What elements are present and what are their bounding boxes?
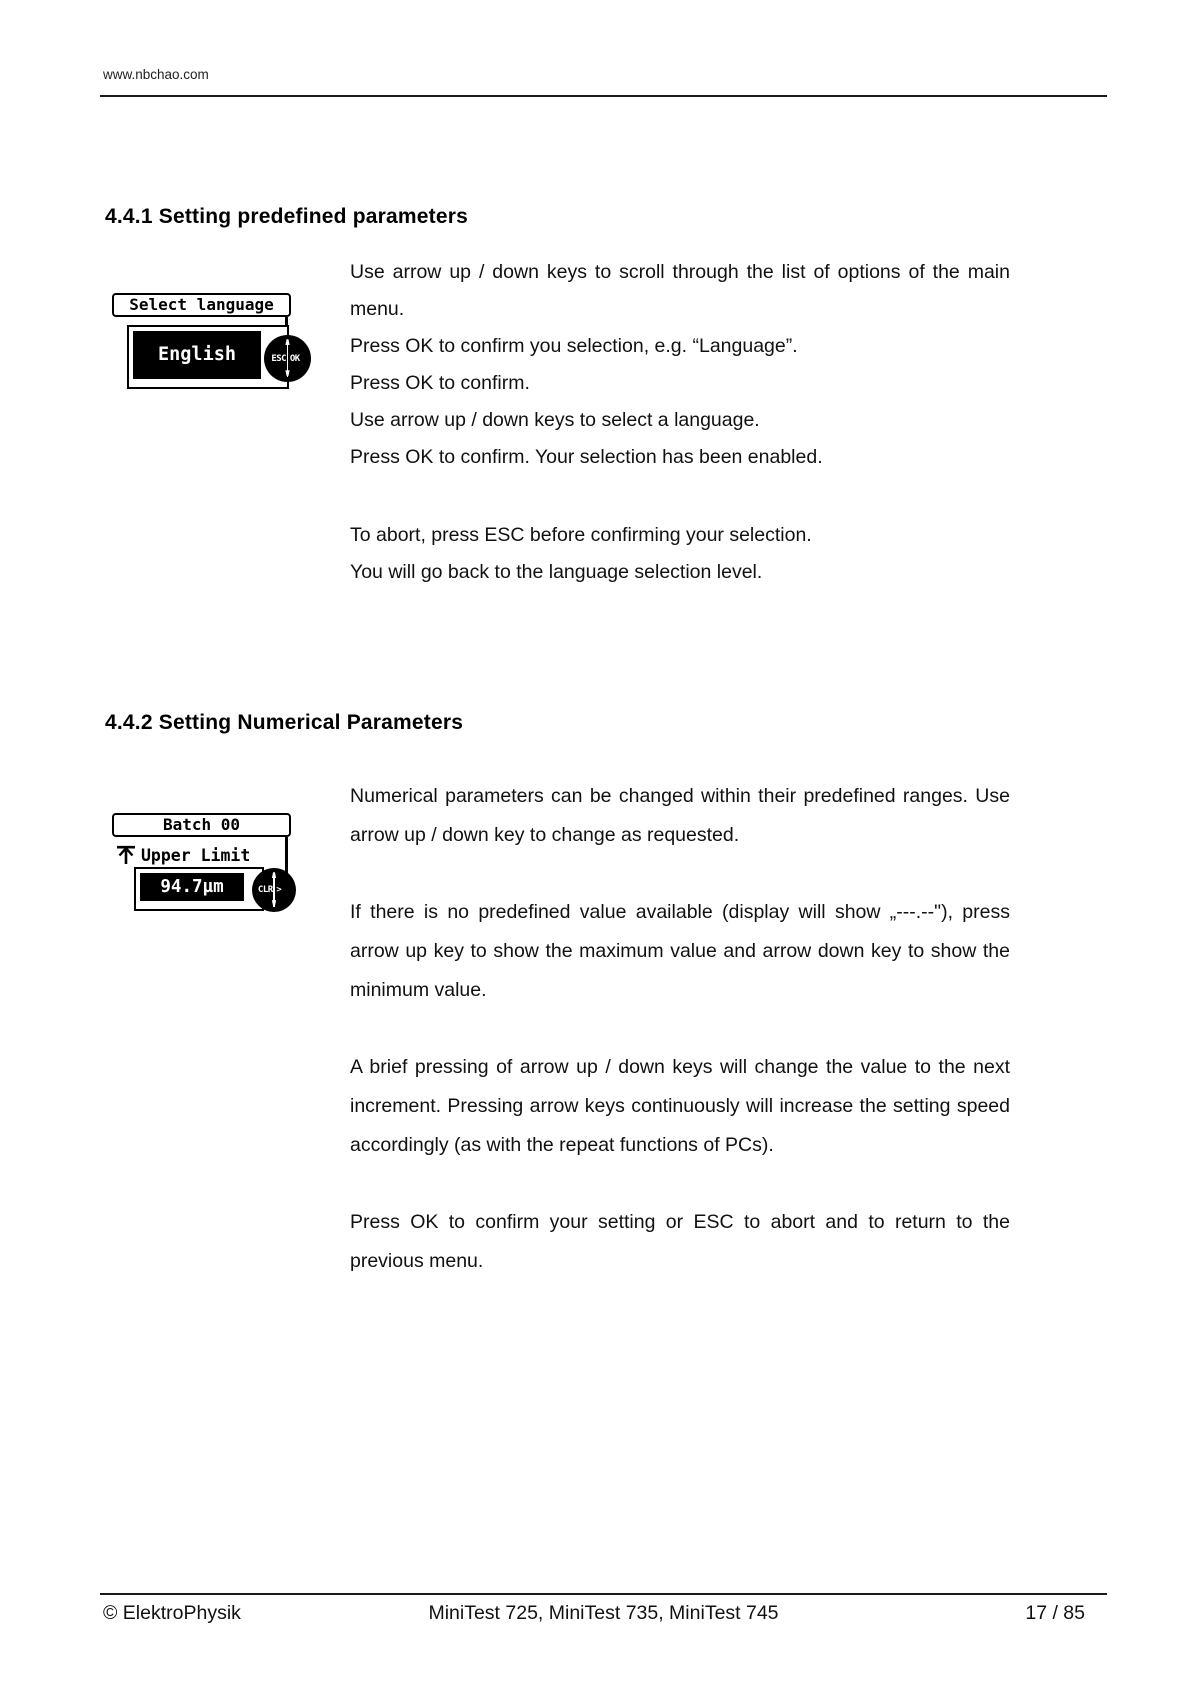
esc-key-label: ESC bbox=[271, 353, 287, 364]
device-screen-title: Select language bbox=[112, 293, 291, 317]
section-441-text bbox=[350, 254, 1010, 591]
footer bbox=[100, 1602, 1107, 1628]
paragraph: Press OK to confirm. bbox=[350, 372, 530, 394]
paragraph: Press OK to confirm. Your selection has been enabled. bbox=[350, 446, 823, 468]
section-442-text bbox=[350, 777, 1010, 1281]
footer-rule bbox=[100, 1593, 1107, 1595]
paragraph: Press OK to confirm your setting or ESC to abort and to return to the previous menu. bbox=[350, 1211, 1010, 1272]
footer-copyright: © ElektroPhysik bbox=[103, 1602, 241, 1624]
clr-key-label: CLR bbox=[257, 884, 273, 895]
footer-models: MiniTest 725, MiniTest 735, MiniTest 745 bbox=[428, 1602, 779, 1624]
connector-line bbox=[285, 835, 288, 873]
section-heading-442: 4.4.2 Setting Numerical Parameters bbox=[105, 711, 464, 734]
paragraph: A brief pressing of arrow up / down keys will change the value to the next increment. Pressing arrow keys continuously will increase the setting speed accordingly (as with the repeat functions of PCs). bbox=[350, 1056, 1010, 1156]
header-rule bbox=[100, 95, 1107, 97]
arrow-down-icon: ∨ bbox=[270, 898, 278, 909]
arrow-down-icon: ∨ bbox=[284, 368, 291, 379]
paragraph: If there is no predefined value available (display will show „---.--"), press arrow up key to show the maximum value and arrow down key to show the minimum value. bbox=[350, 901, 1010, 1001]
section-heading-441: 4.4.1 Setting predefined parameters bbox=[105, 205, 468, 228]
header-url: www.nbchao.com bbox=[103, 67, 209, 82]
device-display: English bbox=[133, 331, 261, 379]
footer-page-number: 17 / 85 bbox=[1025, 1602, 1085, 1624]
paragraph: Use arrow up / down keys to scroll through the list of options of the main menu. bbox=[350, 261, 1010, 320]
keypad bbox=[252, 868, 296, 912]
paragraph: You will go back to the language selection level. bbox=[350, 561, 763, 583]
paragraph: Press OK to confirm you selection, e.g. “Language”. bbox=[350, 335, 798, 357]
device-screen-title: Batch 00 bbox=[112, 813, 291, 837]
upper-limit-label: Upper Limit bbox=[141, 846, 251, 865]
paragraph: Use arrow up / down keys to select a language. bbox=[350, 409, 760, 431]
ok-key-label: OK bbox=[289, 353, 300, 364]
paragraph: Numerical parameters can be changed within their predefined ranges. Use arrow up / down key to change as requested. bbox=[350, 785, 1010, 846]
paragraph: To abort, press ESC before confirming your selection. bbox=[350, 524, 812, 546]
arrow-up-icon: ∧ bbox=[284, 337, 291, 348]
device-display: 94.7µm bbox=[140, 873, 244, 901]
keypad bbox=[264, 335, 311, 382]
arrow-up-icon: ∧ bbox=[270, 870, 278, 881]
right-arrow-key-label: > bbox=[276, 884, 282, 895]
